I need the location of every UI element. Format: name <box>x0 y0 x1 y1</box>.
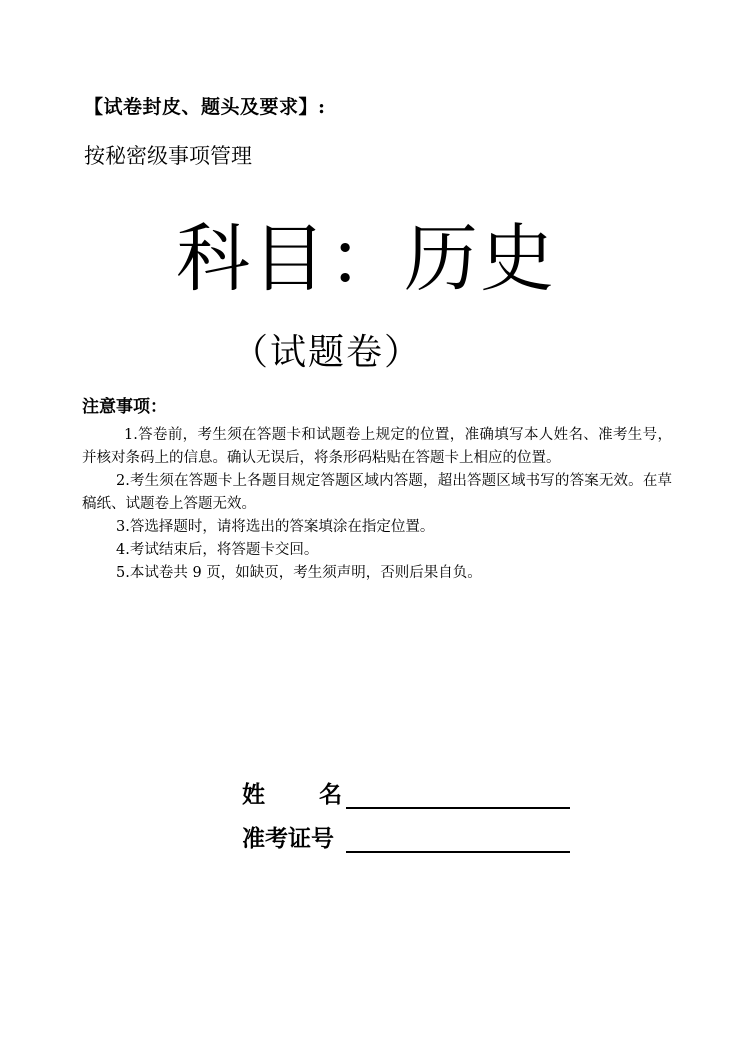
name-field <box>242 776 570 809</box>
cover-section-label: 【试卷封皮、题头及要求】: <box>84 96 326 118</box>
name-label-char-1: 姓 <box>242 782 265 808</box>
paper-type-label: （试题卷） <box>232 332 423 373</box>
exam-id-blank-line[interactable] <box>346 827 570 853</box>
name-blank-line[interactable] <box>346 783 570 809</box>
note-item-1: 1.答卷前，考生须在答题卡和试题卷上规定的位置，准确填写本人姓名、准考生号，并核对条码上的信息。确认无误后，将条形码粘贴在答题卡上相应的位置。 <box>82 427 672 466</box>
note-item-4: 4.考试结束后，将答题卡交回。 <box>116 542 319 558</box>
name-label-char-2: 名 <box>319 782 342 808</box>
notes-heading: 注意事项： <box>82 397 167 417</box>
notes-list <box>82 424 672 585</box>
note-item-5: 5.本试卷共 9 页，如缺页，考生须声明，否则后果自负。 <box>116 565 482 581</box>
note-item-3: 3.答选择题时，请将选出的答案填涂在指定位置。 <box>116 519 435 535</box>
exam-id-field <box>242 820 570 853</box>
secrecy-level-note: 按秘密级事项管理 <box>84 144 252 168</box>
subject-title: 科目：历史 <box>176 216 556 302</box>
note-item-2: 2.考生须在答题卡上各题目规定答题区域内答题，超出答题区域书写的答案无效。在草稿纸、试题卷上答题无效。 <box>82 473 672 512</box>
name-label <box>242 776 346 809</box>
exam-id-label: 准考证号 <box>242 826 334 852</box>
